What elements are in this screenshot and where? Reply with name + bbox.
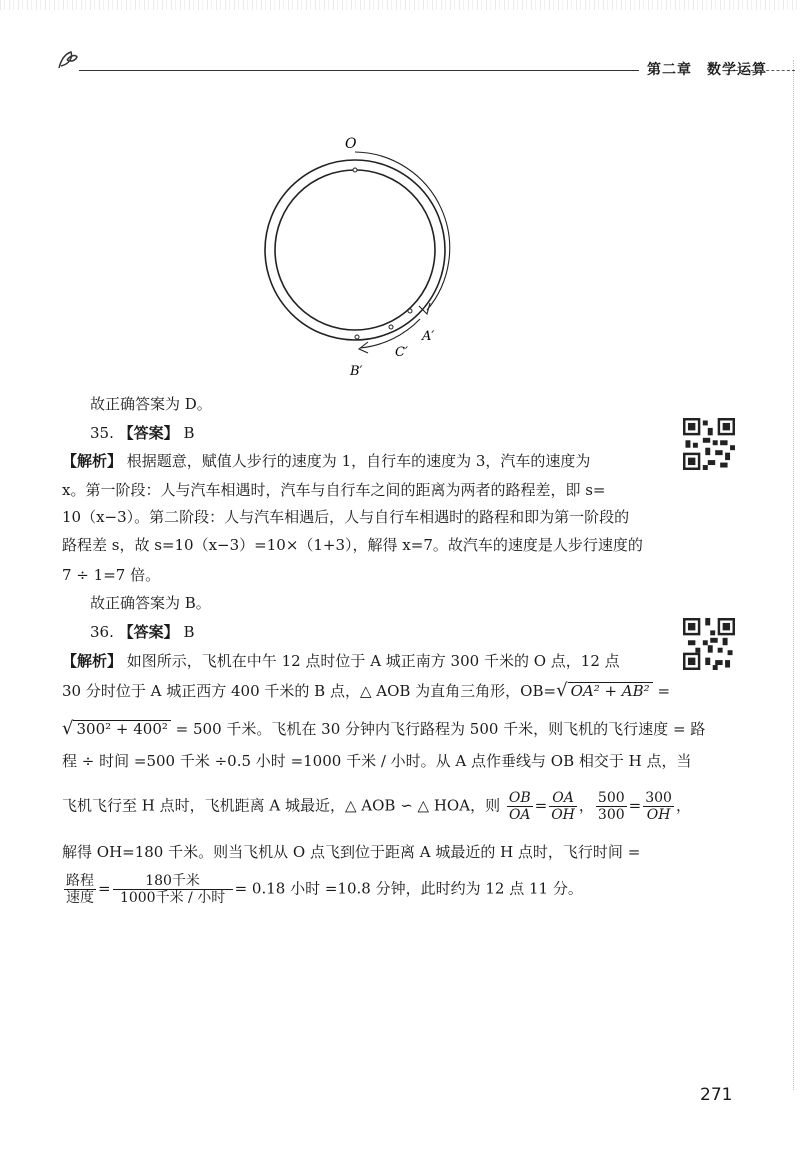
qr-code-icon[interactable] <box>683 418 735 470</box>
header-rule <box>79 70 639 71</box>
q35-line1-text: 根据题意，赋值人步行的速度为 1，自行车的速度为 3，汽车的速度为 <box>126 452 591 470</box>
outer-circle <box>265 160 445 340</box>
q36-analysis-line-5: 飞机飞行至 H 点时，飞机距离 A 城最近，△ AOB ∽ △ HOA，则 $\frac{OB}{OA}$ = $\frac{OA}{OH}$ ， $\frac{500}{300}$ = $\frac{300}{OH}$ ， <box>62 790 691 823</box>
arrow-path-A <box>355 152 450 310</box>
q36-analysis-line-4: 程 ÷ 时间 =500 千米 ÷0.5 小时 =1000 千米 / 小时。从 A 点作垂线与 OB 相交于 H 点，当 <box>62 752 692 770</box>
q36-line7-text: = 0.18 小时 =10.8 分钟，此时约为 12 点 11 分。 <box>234 879 583 898</box>
q35-conclusion: 故正确答案为 B。 <box>90 594 211 612</box>
page-number: 271 <box>700 1085 733 1105</box>
label-O: O <box>345 136 357 152</box>
q36-analysis-tag: 【解析】 <box>62 652 123 670</box>
page-edge <box>792 60 794 1090</box>
q36-line1-text: 如图所示，飞机在中午 12 点时位于 A 城正南方 300 千米的 O 点，12 点 <box>126 652 620 670</box>
q35-analysis-line-4: 路程差 s，故 s=10（x−3）=10×（1+3），解得 x=7。故汽车的速度是人步行速度的 <box>62 536 643 554</box>
running-header <box>55 48 800 78</box>
point-O <box>353 168 357 172</box>
sqrt-symbol: √ <box>556 680 568 701</box>
point-1 <box>408 309 412 313</box>
fraction-distance-speed: $\frac{\text{路程}}{\text{速度}}$ <box>66 873 94 906</box>
label-A: A′ <box>422 329 435 344</box>
q35-analysis-line-1 <box>62 452 590 470</box>
q36-answer-line <box>90 623 194 641</box>
q35-answer-line <box>90 424 194 442</box>
point-2 <box>389 325 393 329</box>
q36-line2-tail: = <box>652 682 671 700</box>
track-figure <box>255 130 455 380</box>
label-B: B′ <box>350 364 363 379</box>
q36-line5-text: 飞机飞行至 H 点时，飞机距离 A 城最近，△ AOB ∽ △ HOA，则 <box>62 796 501 815</box>
fraction-180-1000: $\frac{\text{180千米}}{\text{1000千米 / 小时}}$ <box>113 873 233 906</box>
q36-number: 36. <box>90 623 114 641</box>
q36-analysis-line-7: $\frac{\text{路程}}{\text{速度}}$ = $\frac{\text{180千米}}{\text{1000千米 / 小时}}$ = 0.18 小时 =10.8 分钟，此时约为 12 点 11 分。 <box>66 873 583 906</box>
circular-track-diagram <box>255 130 455 380</box>
qr-code-graphic <box>683 418 735 470</box>
label-C: C′ <box>395 345 408 360</box>
header-rule-dashed <box>730 70 795 71</box>
scan-noise <box>0 0 800 10</box>
q35-analysis-line-2: x。第一阶段：人与汽车相遇时，汽车与自行车之间的距离为两者的路程差，即 s= <box>62 481 606 499</box>
q35-analysis-line-3: 10（x−3）。第二阶段：人与汽车相遇后，人与自行车相遇时的路程和即为第一阶段的 <box>62 508 630 526</box>
q36-analysis-line-6: 解得 OH=180 千米。则当飞机从 O 点飞到位于距离 A 城最近的 H 点时，飞行时间 = <box>62 843 641 861</box>
fraction-300-oh: $\frac{300}{OH}$ <box>645 790 672 823</box>
q35-number: 35. <box>90 424 114 442</box>
qr-code-icon[interactable] <box>683 618 735 670</box>
fraction-500-300: $\frac{500}{300}$ <box>597 790 625 823</box>
q34-conclusion: 故正确答案为 D。 <box>90 395 212 413</box>
q36-sqrt-expr-1: OA² + AB² <box>568 682 653 700</box>
q36-line3-text: = 500 千米。飞机在 30 分钟内飞行路程为 500 千米，则飞机的飞行速度 = 路 <box>170 720 706 738</box>
q36-answer: B <box>183 623 195 641</box>
point-3 <box>355 335 359 339</box>
fraction-ob-oa: $\frac{OB}{OA}$ <box>508 790 531 823</box>
q36-analysis-line-3 <box>62 720 705 738</box>
leaf-icon <box>55 48 79 72</box>
sqrt-symbol: √ <box>62 718 74 739</box>
q35-answer: B <box>183 424 195 442</box>
q36-analysis-line-2 <box>62 682 670 700</box>
chapter-title: 第二章 数学运算 <box>647 62 767 78</box>
q36-line2-text: 30 分时位于 A 城正西方 400 千米的 B 点，△ AOB 为直角三角形，OB= <box>62 682 557 700</box>
q35-analysis-line-5: 7 ÷ 1=7 倍。 <box>62 566 161 584</box>
q36-answer-tag: 【答案】 <box>118 623 179 641</box>
inner-circle <box>275 170 435 330</box>
q36-analysis-line-1 <box>62 652 620 670</box>
q35-answer-tag: 【答案】 <box>118 424 179 442</box>
qr-code-graphic <box>683 618 735 670</box>
q36-sqrt-expr-2: 300² + 400² <box>73 720 170 738</box>
fraction-oa-oh: $\frac{OA}{OH}$ <box>551 790 575 823</box>
q35-analysis-tag: 【解析】 <box>62 452 123 470</box>
